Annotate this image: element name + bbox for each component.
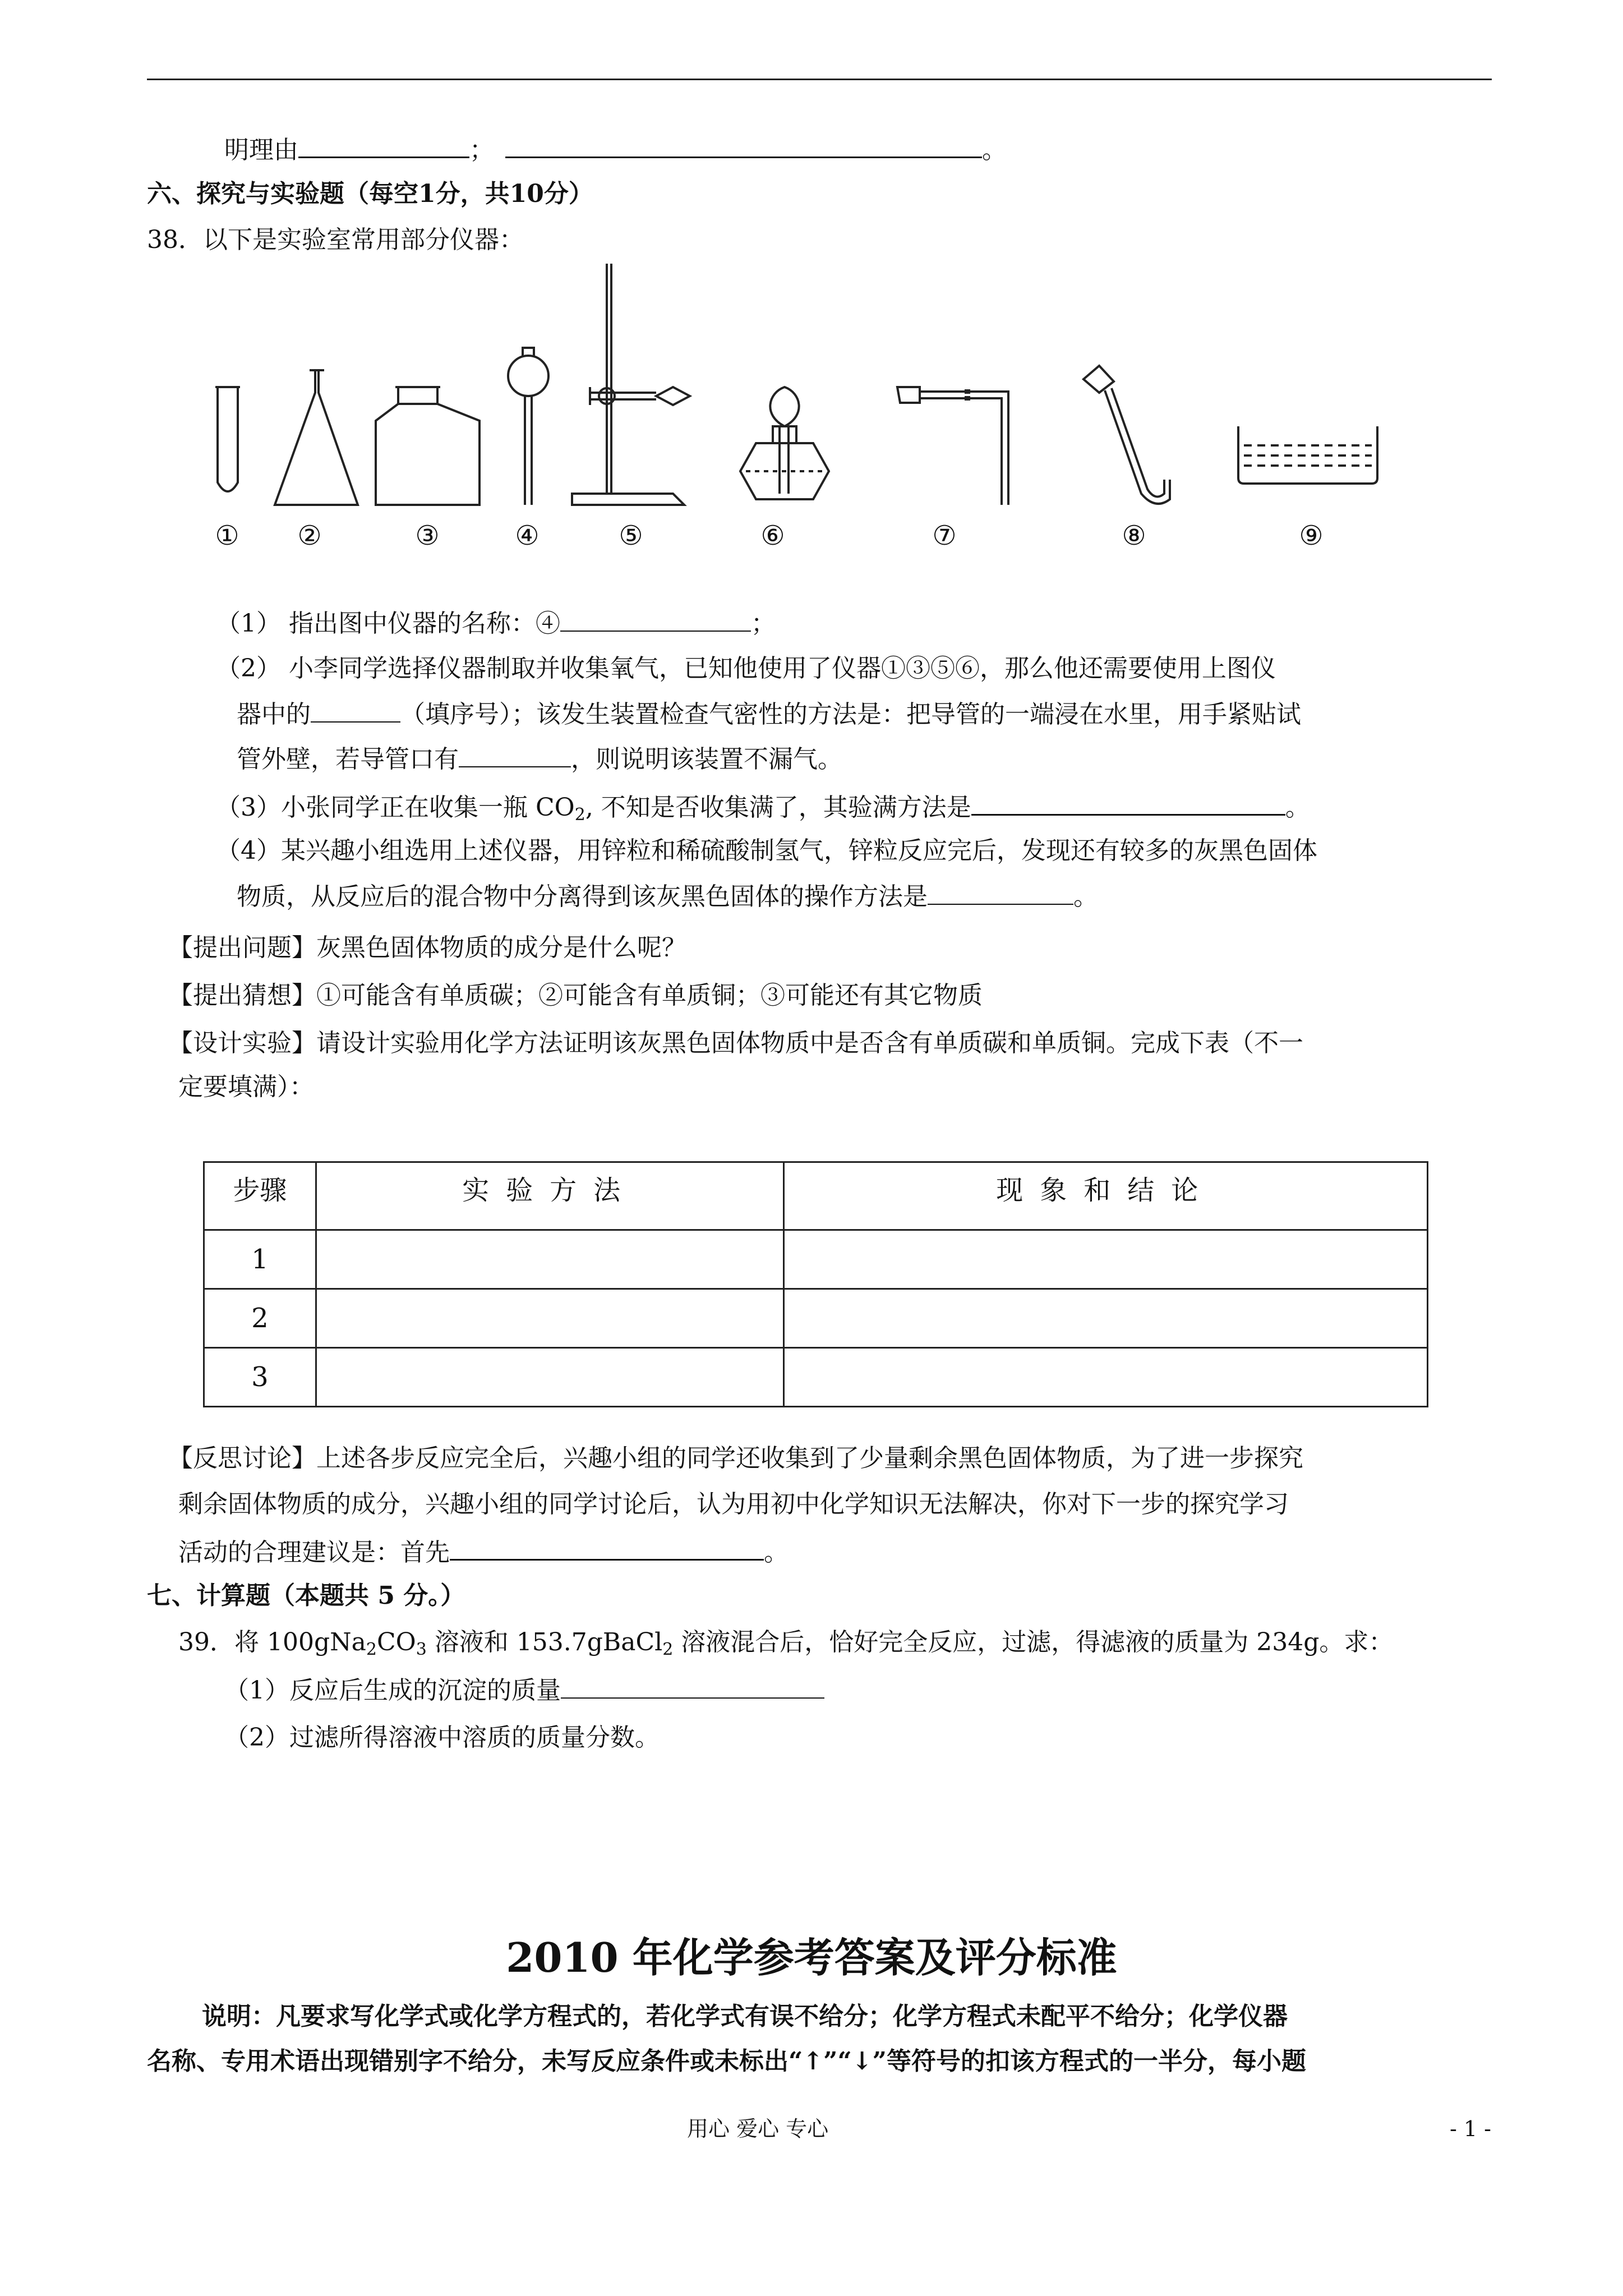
subscript: 2 <box>574 805 585 825</box>
reflect-line2: 剩余固体物质的成分，兴趣小组的同学讨论后，认为用初中化学知识无法解决，你对下一步的探究学习 <box>178 1490 1289 1519</box>
q38-part3-prefix: （3）小张同学正在收集一瓶 CO <box>216 793 575 822</box>
reflect-line3-end: 。 <box>764 1538 789 1567</box>
q38-part1-end: ； <box>750 609 776 638</box>
top-rule <box>147 79 1492 80</box>
reflect-line3 <box>178 1534 789 1570</box>
result-cell[interactable] <box>783 1348 1427 1407</box>
apparatus-figure <box>168 258 1458 527</box>
q38-part2-line1: （2） 小李同学选择仪器制取并收集氧气，已知他使用了仪器①③⑤⑥，那么他还需要使用上图仪 <box>216 654 1276 683</box>
footer-slogan: 用心 爱心 专心 <box>687 2116 829 2141</box>
design-line1: 【设计实验】请设计实验用化学方法证明该灰黑色固体物质中是否含有单质碳和单质铜。完成下表（不一 <box>168 1029 1303 1057</box>
continuation-end: 。 <box>982 136 1007 164</box>
q39-text: 溶液混合后，恰好完全反应，过滤，得滤液的质量为 234g。求： <box>673 1628 1394 1657</box>
answer-blank[interactable] <box>298 132 469 158</box>
q38-part2-line2-prefix: 器中的 <box>237 700 311 729</box>
step-number-cell: 3 <box>204 1348 316 1407</box>
table-row <box>204 1230 1428 1289</box>
q38-part4-line2-end: 。 <box>1073 882 1098 911</box>
answer-blank[interactable] <box>928 879 1073 905</box>
apparatus-label: ⑨ <box>1299 520 1324 551</box>
reflect-line3-prefix: 活动的合理建议是：首先 <box>178 1538 450 1567</box>
result-cell[interactable] <box>783 1289 1427 1348</box>
experiment-table <box>203 1161 1428 1407</box>
answer-title: 2010 年化学参考答案及评分标准 <box>506 1934 1117 1981</box>
subscript: 2 <box>662 1640 674 1659</box>
q38-part3-end: 。 <box>1285 793 1310 822</box>
q39-text: CO <box>376 1628 416 1657</box>
subscript: 2 <box>366 1640 377 1659</box>
q38-part2-line3-prefix: 管外壁，若导管口有 <box>237 745 459 774</box>
delivery-tube-icon <box>897 387 1008 505</box>
q38-part3-rest: , 不知是否收集满了，其验满方法是 <box>585 793 971 822</box>
apparatus-label: ④ <box>515 520 540 551</box>
answer-note-line2: 名称、专用术语出现错别字不给分，未写反应条件或未标出“↑”“↓”等符号的扣该方程式的一半分，每小题 <box>147 2047 1306 2076</box>
table-row <box>204 1289 1428 1348</box>
q39-part2: （2）过滤所得溶液中溶质的质量分数。 <box>224 1723 660 1752</box>
reflect-line1: 【反思讨论】上述各步反应完全后，兴趣小组的同学还收集到了少量剩余黑色固体物质，为了进一步探究 <box>168 1444 1303 1473</box>
answer-blank[interactable] <box>459 742 571 767</box>
method-cell[interactable] <box>316 1289 783 1348</box>
q38-part1 <box>216 606 776 641</box>
subscript: 3 <box>416 1640 427 1659</box>
step-number-cell: 2 <box>204 1289 316 1348</box>
q39-part1 <box>224 1673 824 1708</box>
step-number-cell: 1 <box>204 1230 316 1289</box>
q38-part1-text: （1） 指出图中仪器的名称：④ <box>216 609 560 638</box>
table-row <box>204 1348 1428 1407</box>
table-header-cell: 步骤 <box>204 1162 316 1230</box>
section7-heading: 七、计算题（本题共 5 分。） <box>147 1581 465 1610</box>
q39-text: 溶液和 153.7gBaCl <box>426 1628 663 1657</box>
apparatus-label: ⑧ <box>1122 520 1146 551</box>
guess-line: 【提出猜想】①可能含有单质碳；②可能含有单质铜；③可能还有其它物质 <box>168 981 983 1010</box>
q38-part2-line2-rest: （填序号）；该发生装置检查气密性的方法是：把导管的一端浸在水里，用手紧贴试 <box>400 700 1301 729</box>
q38-part4-line2-prefix: 物质，从反应后的混合物中分离得到该灰黑色固体的操作方法是 <box>237 882 928 911</box>
section6-heading: 六、探究与实验题（每空1分，共10分） <box>147 180 593 208</box>
apparatus-label: ⑦ <box>932 520 957 551</box>
alcohol-lamp-icon <box>740 387 829 499</box>
result-cell[interactable] <box>783 1230 1427 1289</box>
table-header-cell: 实验方法 <box>316 1162 783 1230</box>
answer-note-line1: 说明：凡要求写化学式或化学方程式的，若化学式有误不给分；化学方程式未配平不给分；化学仪器 <box>202 2002 1288 2031</box>
question-line: 【提出问题】灰黑色固体物质的成分是什么呢？ <box>168 933 686 962</box>
q38-part2-line3 <box>237 742 842 776</box>
funnel-icon <box>508 348 548 505</box>
answer-blank[interactable] <box>450 1534 764 1561</box>
iron-stand-icon <box>572 264 690 505</box>
q38-part2-line2 <box>237 697 1301 731</box>
design-line2: 定要填满）： <box>178 1073 314 1101</box>
test-tube-icon <box>215 387 240 491</box>
apparatus-label: ⑥ <box>760 520 785 551</box>
q38-part3 <box>216 789 1310 832</box>
continuation-prefix: 明理由 <box>224 136 298 164</box>
apparatus-label: ① <box>215 520 239 551</box>
answer-blank[interactable] <box>971 789 1285 816</box>
table-header-row <box>204 1162 1428 1230</box>
answer-blank[interactable] <box>560 606 751 632</box>
bent-tube-icon <box>1083 366 1170 504</box>
conical-flask-icon <box>275 370 358 505</box>
method-cell[interactable] <box>316 1230 783 1289</box>
answer-blank[interactable] <box>561 1673 824 1699</box>
q38-part4-line2 <box>237 879 1098 914</box>
q38-part4-line1: （4）某兴趣小组选用上述仪器，用锌粒和稀硫酸制氢气，锌粒反应完后，发现还有较多的灰黑色固体 <box>216 836 1317 865</box>
q39-part1-text: （1）反应后生成的沉淀的质量 <box>224 1676 561 1705</box>
q39-stem <box>178 1626 1393 1667</box>
method-cell[interactable] <box>316 1348 783 1407</box>
apparatus-label: ② <box>297 520 322 551</box>
continuation-sep: ； <box>469 136 494 164</box>
apparatus-label: ③ <box>415 520 440 551</box>
q39-text: 39．将 100gNa <box>178 1628 366 1657</box>
q38-part2-line3-rest: ，则说明该装置不漏气。 <box>571 745 842 774</box>
q38-intro: 38．以下是实验室常用部分仪器： <box>147 226 524 254</box>
continuation-line <box>224 132 1007 167</box>
table-header-cell: 现象和结论 <box>783 1162 1427 1230</box>
water-trough-icon <box>1238 426 1377 484</box>
answer-blank[interactable] <box>505 132 982 158</box>
answer-blank[interactable] <box>311 697 400 723</box>
gas-jar-icon <box>376 387 479 505</box>
page-number: - 1 - <box>1450 2116 1492 2141</box>
apparatus-label: ⑤ <box>619 520 643 551</box>
